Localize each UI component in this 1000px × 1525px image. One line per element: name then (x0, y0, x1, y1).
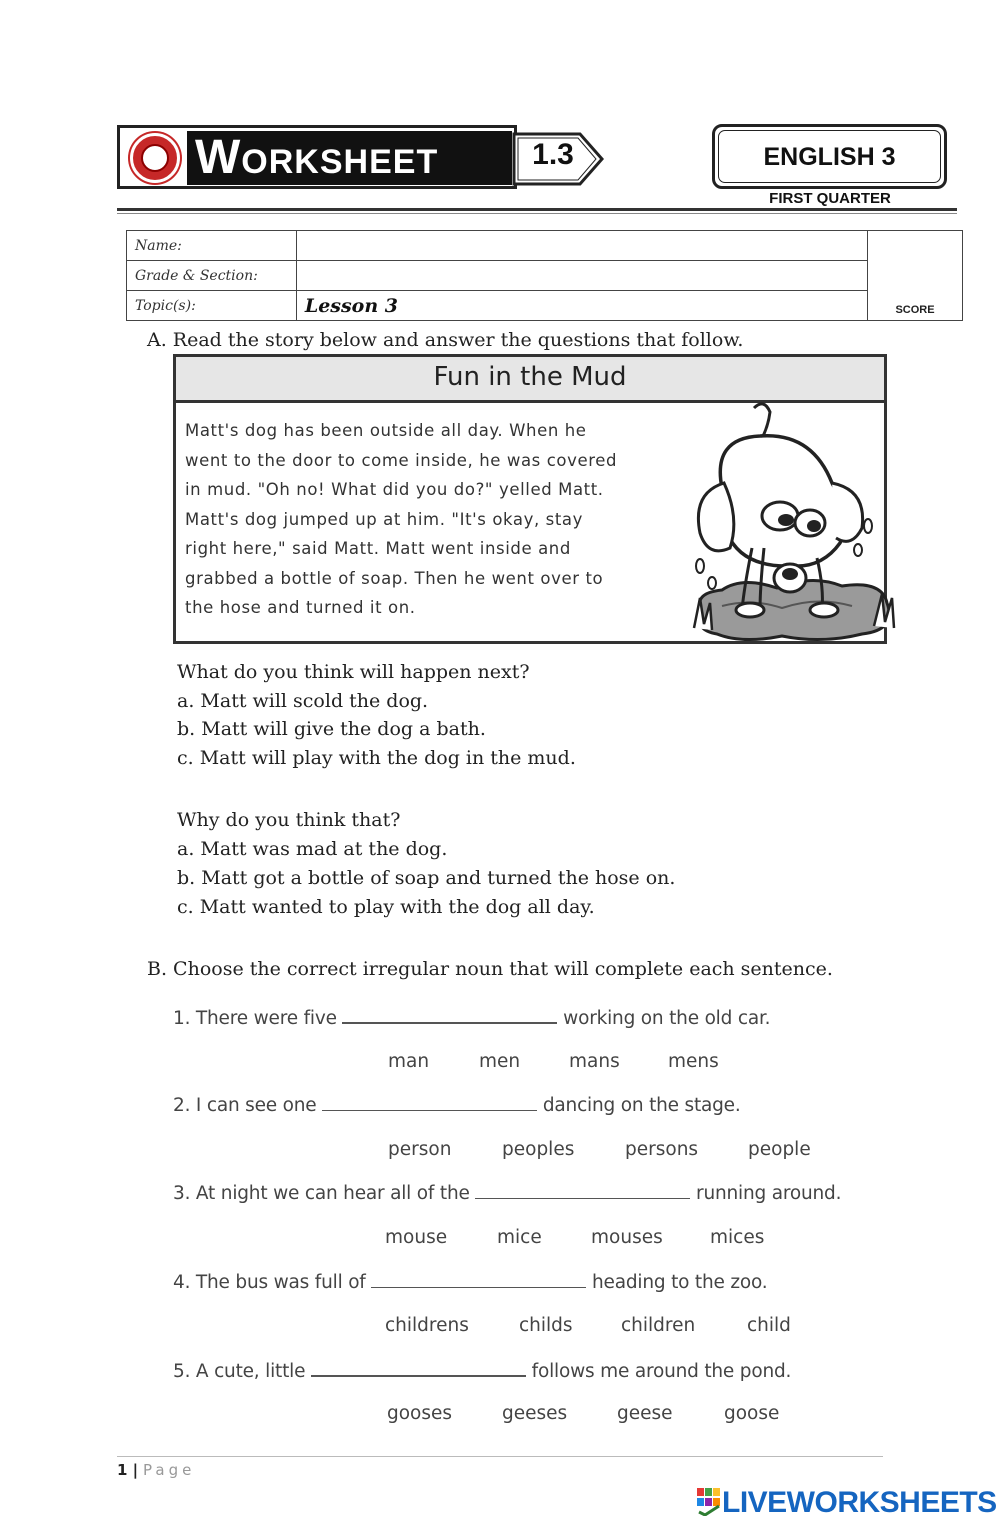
sentence-2-start: 2. I can see one (173, 1095, 317, 1116)
story-line: the hose and turned it on. (185, 598, 416, 617)
sentence-3 (173, 1182, 841, 1204)
grade-row (127, 261, 963, 291)
option-peoples[interactable]: peoples (502, 1139, 575, 1160)
sentence-5 (173, 1359, 791, 1382)
question-2-text: Why do you think that? (177, 809, 401, 831)
question-1-text: What do you think will happen next? (177, 661, 530, 683)
option-childs[interactable]: childs (519, 1315, 573, 1336)
option-mouses[interactable]: mouses (591, 1227, 663, 1248)
sentence-3-end: running around. (696, 1183, 842, 1204)
name-field[interactable] (296, 231, 867, 261)
story-title: Fun in the Mud (433, 362, 627, 392)
footer-divider (117, 1456, 883, 1457)
sentence-4 (173, 1271, 767, 1293)
question-1-option-b[interactable]: b. Matt will give the dog a bath. (177, 718, 486, 740)
option-mices[interactable]: mices (710, 1227, 765, 1248)
question-2-option-c[interactable]: c. Matt wanted to play with the dog all day. (177, 896, 595, 918)
option-child[interactable]: child (747, 1315, 791, 1336)
sentence-2-blank[interactable] (322, 1094, 537, 1111)
question-2-option-b[interactable]: b. Matt got a bottle of soap and turned the hose on. (177, 867, 676, 889)
option-children[interactable]: children (621, 1315, 696, 1336)
page-word: Page (143, 1461, 196, 1479)
score-box: SCORE (868, 231, 963, 321)
story-line: right here," said Matt. Matt went inside and (185, 539, 571, 558)
sentence-5-end: follows me around the pond. (531, 1361, 792, 1382)
option-geeses[interactable]: geeses (502, 1403, 568, 1424)
header-divider (117, 208, 957, 211)
question-1-option-c[interactable]: c. Matt will play with the dog in the mud. (177, 747, 576, 769)
option-man[interactable]: man (388, 1051, 430, 1072)
option-men[interactable]: men (479, 1051, 521, 1072)
name-row (127, 231, 963, 261)
header-divider-thin (117, 213, 957, 214)
sentence-5-blank[interactable] (311, 1359, 526, 1377)
liveworksheets-logo-icon (697, 1488, 721, 1516)
option-geese[interactable]: geese (617, 1403, 673, 1424)
sentence-3-start: 3. At night we can hear all of the (173, 1183, 470, 1204)
option-mans[interactable]: mans (569, 1051, 620, 1072)
name-label: Name: (127, 231, 297, 261)
sentence-2-end: dancing on the stage. (542, 1095, 741, 1116)
sentence-1-blank[interactable] (342, 1006, 557, 1024)
option-mens[interactable]: mens (668, 1051, 719, 1072)
story-line: Matt's dog jumped up at him. "It's okay, stay (185, 510, 583, 529)
section-a-instruction: A. Read the story below and answer the questions that follow. (147, 329, 744, 351)
school-seal-logo (130, 133, 180, 183)
liveworksheets-brand[interactable]: LIVEWORKSHEETS (722, 1486, 997, 1519)
sentence-4-blank[interactable] (371, 1271, 586, 1288)
question-1-option-a[interactable]: a. Matt will scold the dog. (177, 690, 429, 712)
option-gooses[interactable]: gooses (387, 1403, 453, 1424)
worksheet-number: 1.3 (532, 138, 574, 171)
sentence-1-end: working on the old car. (563, 1008, 771, 1029)
muddy-dog-illustration-icon (682, 398, 902, 648)
section-b-instruction: B. Choose the correct irregular noun that will complete each sentence. (147, 958, 833, 980)
sentence-4-start: 4. The bus was full of (173, 1272, 366, 1293)
page-number: 1 | (117, 1461, 139, 1479)
option-persons[interactable]: persons (625, 1139, 699, 1160)
option-mice[interactable]: mice (497, 1227, 542, 1248)
option-childrens[interactable]: childrens (385, 1315, 469, 1336)
topic-row (127, 291, 963, 321)
story-line: in mud. "Oh no! What did you do?" yelled Matt. (185, 480, 604, 499)
sentence-4-end: heading to the zoo. (592, 1272, 768, 1293)
option-people[interactable]: people (748, 1139, 811, 1160)
question-2-option-a[interactable]: a. Matt was mad at the dog. (177, 838, 448, 860)
sentence-5-start: 5. A cute, little (173, 1361, 306, 1382)
topic-value: Lesson 3 (296, 291, 867, 321)
sentence-2 (173, 1094, 741, 1116)
student-info-table (126, 230, 963, 321)
sentence-3-blank[interactable] (475, 1182, 690, 1199)
option-person[interactable]: person (388, 1139, 452, 1160)
grade-section-field[interactable] (296, 261, 867, 291)
story-line: went to the door to come inside, he was covered (185, 451, 618, 470)
subject-label: ENGLISH 3 (763, 143, 896, 171)
sentence-1 (173, 1006, 770, 1029)
worksheet-title: Worksheet (195, 131, 439, 184)
grade-section-label: Grade & Section: (127, 261, 297, 291)
option-goose[interactable]: goose (724, 1403, 780, 1424)
story-line: Matt's dog has been outside all day. When he (185, 421, 587, 440)
option-mouse[interactable]: mouse (385, 1227, 448, 1248)
topic-label: Topic(s): (127, 291, 297, 321)
quarter-label: FIRST QUARTER (769, 190, 891, 207)
sentence-1-start: 1. There were five (173, 1008, 337, 1029)
story-line: grabbed a bottle of soap. Then he went over to (185, 569, 604, 588)
